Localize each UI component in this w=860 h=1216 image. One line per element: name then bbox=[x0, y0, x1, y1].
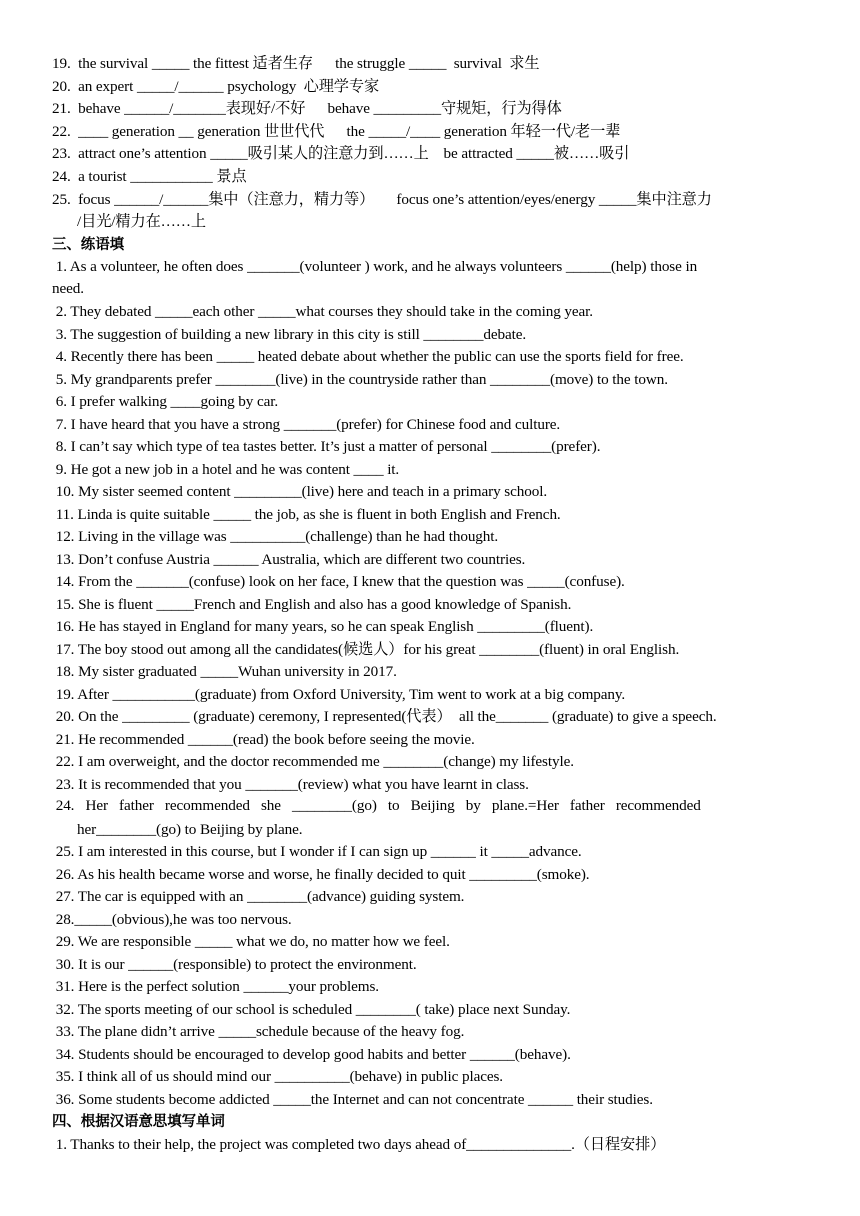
grammar-item: 18. My sister graduated _____Wuhan university in 2017. bbox=[52, 663, 397, 680]
section-4-item: 1. Thanks to their help, the project was completed two days ahead of______________.（日程安排） bbox=[52, 1136, 666, 1153]
section-4-heading: 四、根据汉语意思填写单词 bbox=[52, 1114, 225, 1130]
grammar-item: 2. They debated _____each other _____what courses they should take in the coming year. bbox=[52, 303, 593, 320]
grammar-item: 34. Students should be encouraged to develop good habits and better ______(behave). bbox=[52, 1046, 571, 1063]
grammar-item: 1. As a volunteer, he often does _______(volunteer ) work, and he always volunteers ______(help) those in bbox=[52, 258, 698, 275]
grammar-item-cont: need. bbox=[52, 280, 84, 297]
grammar-item: 5. My grandparents prefer ________(live) in the countryside rather than ________(move) to the town. bbox=[52, 371, 668, 388]
vocab-item-25-cont: /目光/精力在……上 bbox=[77, 213, 206, 230]
grammar-item-cont: her________(go) to Beijing by plane. bbox=[77, 821, 303, 838]
grammar-item: 24. Her father recommended she ________(go) to Beijing by plane.=Her father recommended bbox=[52, 797, 701, 814]
grammar-item: 15. She is fluent _____French and English and also has a good knowledge of Spanish. bbox=[52, 596, 572, 613]
grammar-item: 14. From the _______(confuse) look on her face, I knew that the question was _____(confuse). bbox=[52, 573, 625, 590]
grammar-item: 17. The boy stood out among all the candidates(候选人）for his great ________(fluent) in oral English. bbox=[52, 641, 680, 658]
vocab-item-19: 19. the survival _____ the fittest 适者生存 the struggle _____ survival 求生 bbox=[52, 55, 540, 72]
grammar-item: 33. The plane didn’t arrive _____schedule because of the heavy fog. bbox=[52, 1023, 465, 1040]
grammar-item: 11. Linda is quite suitable _____ the job, as she is fluent in both English and French. bbox=[52, 506, 561, 523]
grammar-item: 35. I think all of us should mind our __________(behave) in public places. bbox=[52, 1068, 504, 1085]
section-3-heading: 三、练语填 bbox=[52, 237, 124, 253]
grammar-item: 4. Recently there has been _____ heated debate about whether the public can use the sports field for free. bbox=[52, 348, 684, 365]
grammar-item: 12. Living in the village was __________(challenge) than he had thought. bbox=[52, 528, 499, 545]
vocab-item-23: 23. attract one’s attention _____吸引某人的注意力到……上 be attracted _____被……吸引 bbox=[52, 145, 630, 162]
grammar-item: 22. I am overweight, and the doctor recommended me ________(change) my lifestyle. bbox=[52, 753, 574, 770]
vocab-item-20: 20. an expert _____/______ psychology 心理学专家 bbox=[52, 78, 380, 95]
grammar-item: 16. He has stayed in England for many years, so he can speak English _________(fluent). bbox=[52, 618, 594, 635]
grammar-item: 26. As his health became worse and worse, he finally decided to quit _________(smoke). bbox=[52, 866, 590, 883]
grammar-item: 25. I am interested in this course, but I wonder if I can sign up ______ it _____advance. bbox=[52, 843, 582, 860]
vocab-item-24: 24. a tourist ___________ 景点 bbox=[52, 168, 247, 185]
vocab-item-25: 25. focus ______/______集中（注意力，精力等） focus one’s attention/eyes/energy _____集中注意力 bbox=[52, 191, 712, 208]
grammar-item: 28._____(obvious),he was too nervous. bbox=[52, 911, 292, 928]
grammar-item: 19. After ___________(graduate) from Oxford University, Tim went to work at a big company. bbox=[52, 686, 626, 703]
vocab-item-22: 22. ____ generation __ generation 世世代代 the _____/____ generation 年轻一代/老一辈 bbox=[52, 123, 621, 140]
grammar-item: 20. On the _________ (graduate) ceremony, I represented(代表） all the_______ (graduate) to give a speech. bbox=[52, 708, 717, 725]
grammar-item: 27. The car is equipped with an ________(advance) guiding system. bbox=[52, 888, 465, 905]
grammar-item: 6. I prefer walking ____going by car. bbox=[52, 393, 279, 410]
grammar-item: 31. Here is the perfect solution ______your problems. bbox=[52, 978, 379, 995]
grammar-item: 29. We are responsible _____ what we do, no matter how we feel. bbox=[52, 933, 450, 950]
grammar-item: 23. It is recommended that you _______(review) what you have learnt in class. bbox=[52, 776, 529, 793]
grammar-item: 13. Don’t confuse Austria ______ Australia, which are different two countries. bbox=[52, 551, 526, 568]
vocab-item-21: 21. behave ______/_______表现好/不好 behave _________守规矩，行为得体 bbox=[52, 100, 562, 117]
grammar-item: 36. Some students become addicted _____the Internet and can not concentrate ______ their studies. bbox=[52, 1091, 653, 1108]
grammar-item: 30. It is our ______(responsible) to protect the environment. bbox=[52, 956, 417, 973]
grammar-item: 3. The suggestion of building a new library in this city is still ________debate. bbox=[52, 326, 527, 343]
grammar-item: 21. He recommended ______(read) the book before seeing the movie. bbox=[52, 731, 475, 748]
grammar-item: 32. The sports meeting of our school is scheduled ________( take) place next Sunday. bbox=[52, 1001, 571, 1018]
grammar-item: 7. I have heard that you have a strong _______(prefer) for Chinese food and culture. bbox=[52, 416, 561, 433]
grammar-item: 10. My sister seemed content _________(live) here and teach in a primary school. bbox=[52, 483, 548, 500]
grammar-item: 8. I can’t say which type of tea tastes better. It’s just a matter of personal ________(prefer). bbox=[52, 438, 601, 455]
grammar-item: 9. He got a new job in a hotel and he was content ____ it. bbox=[52, 461, 400, 478]
